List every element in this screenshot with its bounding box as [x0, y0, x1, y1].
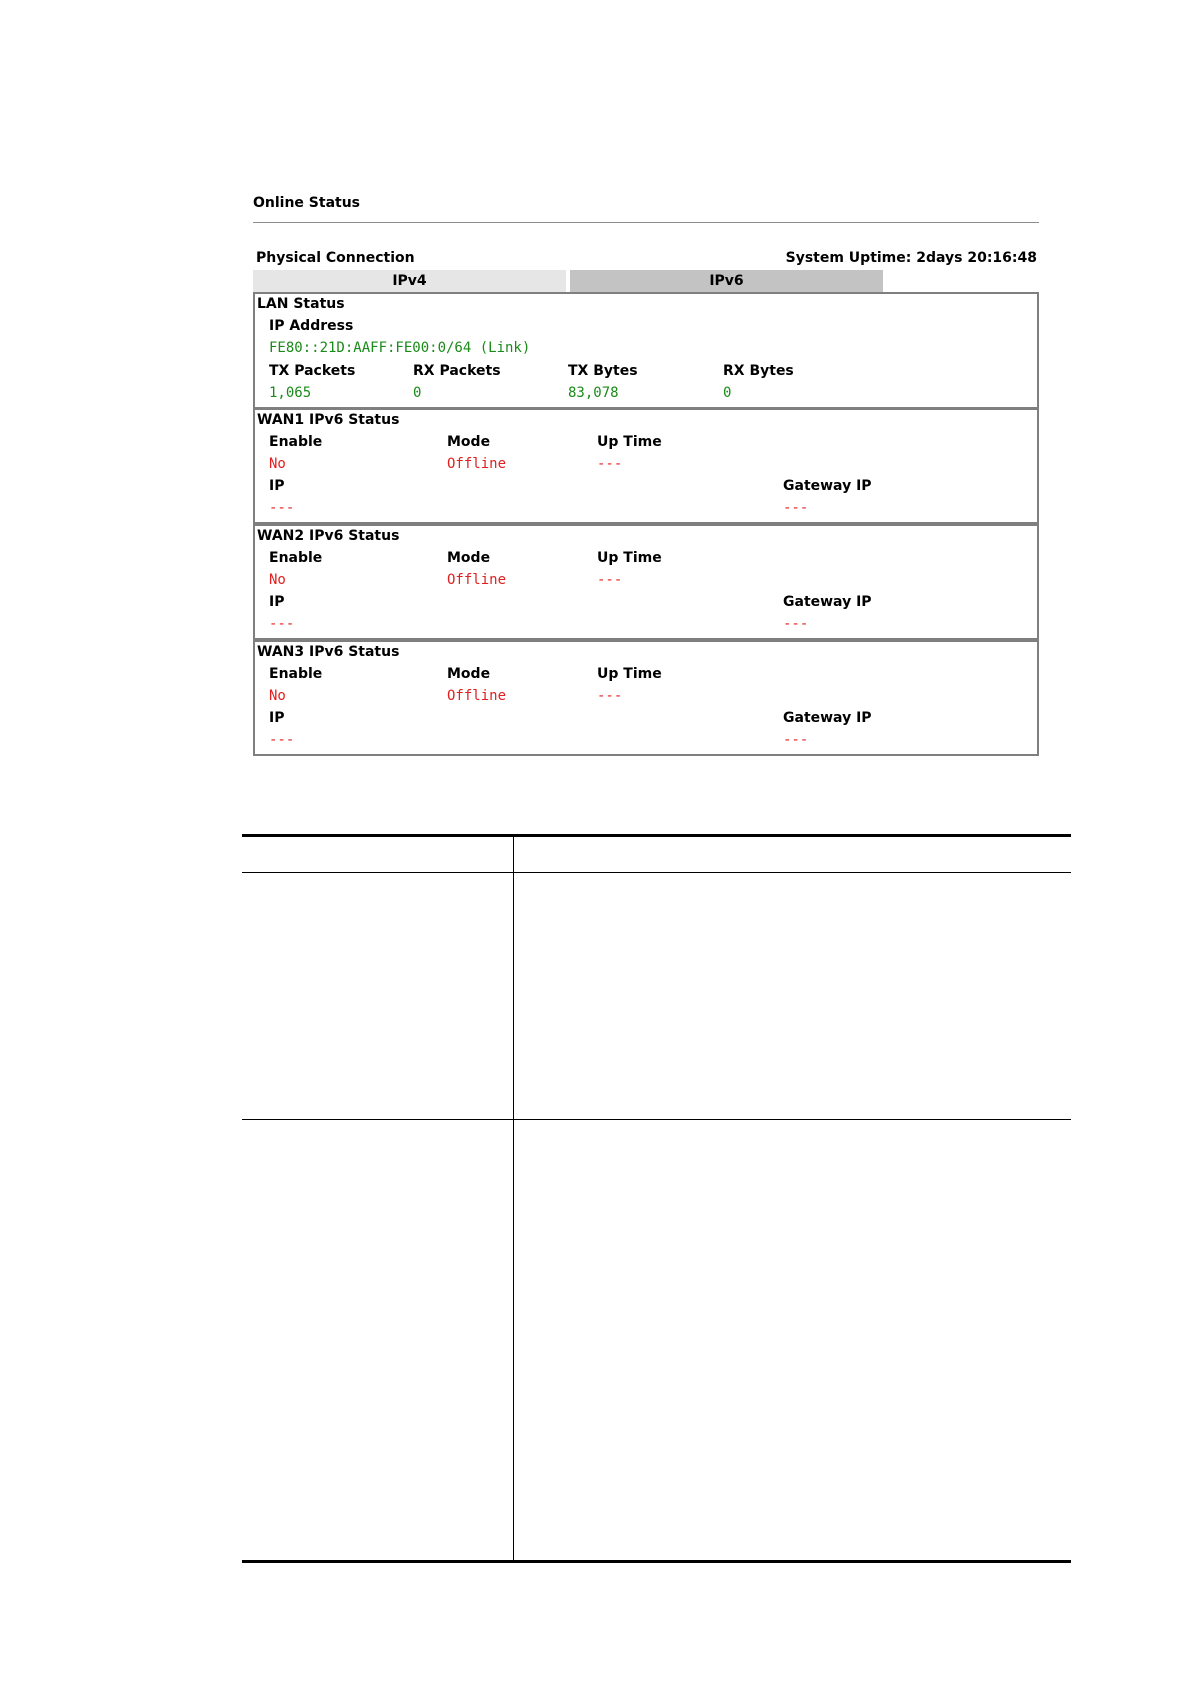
wan1-gateway-label: Gateway IP [783, 478, 872, 494]
tab-ipv4[interactable]: IPv4 [253, 270, 566, 292]
wan1-uptime-label: Up Time [597, 434, 662, 450]
wan1-mode-value: Offline [447, 456, 507, 472]
wan2-enable-value: No [269, 572, 286, 588]
table-header-rule [242, 872, 1071, 873]
tx-bytes-label: TX Bytes [568, 363, 638, 379]
wan1-enable-label: Enable [269, 434, 323, 450]
ip-address-label: IP Address [269, 318, 354, 334]
wan2-mode-value: Offline [447, 572, 507, 588]
wan3-uptime-value: --- [597, 688, 623, 704]
table-bottom-rule [242, 1560, 1071, 1563]
table-row-divider [242, 1119, 1071, 1120]
wan3-gateway-label: Gateway IP [783, 710, 872, 726]
wan1-gateway-value: --- [783, 500, 809, 516]
tx-packets-value: 1,065 [269, 385, 312, 401]
wan2-gateway-label: Gateway IP [783, 594, 872, 610]
wan3-mode-label: Mode [447, 666, 491, 682]
wan2-uptime-label: Up Time [597, 550, 662, 566]
wan3-mode-value: Offline [447, 688, 507, 704]
rx-packets-value: 0 [413, 385, 422, 401]
rx-bytes-value: 0 [723, 385, 732, 401]
system-uptime: System Uptime: 2days 20:16:48 [785, 250, 1037, 266]
wan1-ip-label: IP [269, 478, 285, 494]
wan3-ip-label: IP [269, 710, 285, 726]
wan3-uptime-label: Up Time [597, 666, 662, 682]
table-top-rule [242, 834, 1071, 837]
tx-bytes-value: 83,078 [568, 385, 619, 401]
wan3-enable-label: Enable [269, 666, 323, 682]
rx-bytes-label: RX Bytes [723, 363, 794, 379]
ip-address-value: FE80::21D:AAFF:FE00:0/64 (Link) [269, 340, 531, 356]
wan2-ip-label: IP [269, 594, 285, 610]
wan2-mode-label: Mode [447, 550, 491, 566]
wan2-enable-label: Enable [269, 550, 323, 566]
tx-packets-label: TX Packets [269, 363, 356, 379]
wan1-uptime-value: --- [597, 456, 623, 472]
wan1-mode-label: Mode [447, 434, 491, 450]
tab-bar [253, 270, 883, 292]
wan2-gateway-value: --- [783, 616, 809, 632]
lan-status-title: LAN Status [257, 296, 345, 312]
wan2-status-title: WAN2 IPv6 Status [257, 528, 400, 544]
wan3-status-panel [253, 640, 1039, 756]
wan3-status-title: WAN3 IPv6 Status [257, 644, 400, 660]
wan3-gateway-value: --- [783, 732, 809, 748]
wan3-enable-value: No [269, 688, 286, 704]
tab-ipv6[interactable]: IPv6 [570, 270, 883, 292]
wan2-uptime-value: --- [597, 572, 623, 588]
wan1-status-panel [253, 408, 1039, 524]
page-title: Online Status [253, 195, 361, 211]
wan3-ip-value: --- [269, 732, 295, 748]
wan1-enable-value: No [269, 456, 286, 472]
wan1-ip-value: --- [269, 500, 295, 516]
title-divider [253, 222, 1039, 223]
lan-status-panel [253, 292, 1039, 409]
wan2-status-panel [253, 524, 1039, 640]
rx-packets-label: RX Packets [413, 363, 501, 379]
table-column-divider [513, 836, 514, 1560]
wan2-ip-value: --- [269, 616, 295, 632]
wan1-status-title: WAN1 IPv6 Status [257, 412, 400, 428]
physical-connection-label: Physical Connection [256, 250, 415, 266]
